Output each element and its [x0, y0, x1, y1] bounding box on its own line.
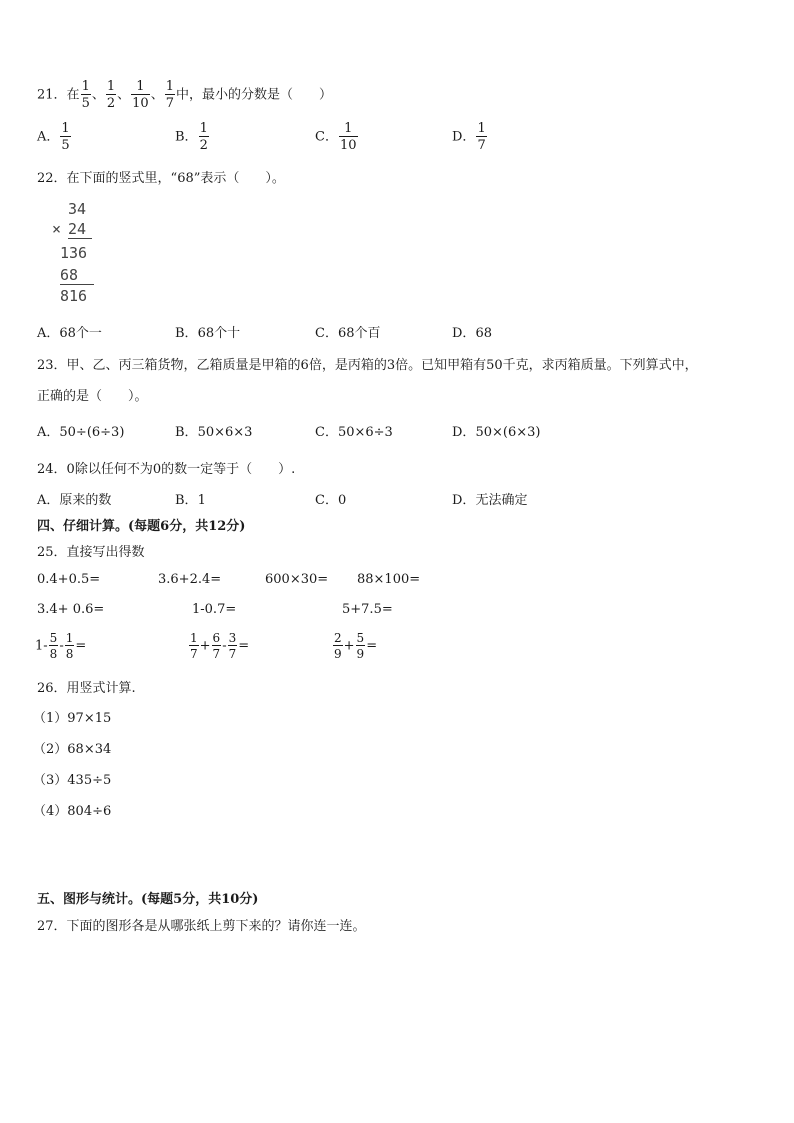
- fraction: $\frac{1}{10}$: [339, 121, 357, 153]
- calc-item: $\frac{1}{7}$ + $\frac{6}{7}$ - $\frac{3}{7}$ =: [190, 631, 250, 661]
- question-24: 24．0除以任何不为0的数一定等于（ ）.: [37, 462, 296, 477]
- calc-item: 5+7.5=: [342, 602, 393, 617]
- calc-item: 3.6+2.4=: [158, 572, 222, 587]
- option-d[interactable]: D． $\frac{1}{7}$: [452, 121, 486, 153]
- option-a[interactable]: A．68个一: [37, 326, 102, 341]
- option-b[interactable]: B．1: [175, 493, 206, 508]
- fraction: $\frac{6}{7}$: [212, 631, 221, 661]
- fraction: $\frac{1}{8}$: [65, 631, 74, 661]
- fraction: $\frac{5}{9}$: [356, 631, 365, 661]
- option-a[interactable]: A． $\frac{1}{5}$: [37, 121, 70, 153]
- option-c[interactable]: C．0: [315, 493, 347, 508]
- question-27: 27．下面的图形各是从哪张纸上剪下来的？请你连一连。: [37, 919, 366, 934]
- fraction: $\frac{2}{9}$: [334, 631, 342, 661]
- calc-item: 600×30=: [265, 572, 329, 587]
- option-c[interactable]: C． $\frac{1}{10}$: [315, 121, 357, 153]
- calc-item: 1- $\frac{5}{8}$ - $\frac{1}{8}$ =: [35, 631, 87, 661]
- question-25: 25．直接写出得数: [37, 545, 145, 560]
- option-d[interactable]: D．50×(6×3): [452, 425, 541, 440]
- fraction: $\frac{1}{10}$: [132, 79, 149, 111]
- fraction: $\frac{1}{7}$: [165, 79, 174, 111]
- calc-item: $\frac{2}{9}$ + $\frac{5}{9}$ =: [334, 631, 378, 661]
- fraction: $\frac{1}{7}$: [477, 121, 486, 153]
- question-21: 21．在 $\frac{1}{5}$ 、 $\frac{1}{2}$ 、 $\frac{1}{10}$ 、 $\frac{1}{7}$ 中，最小的分数是（ ）: [37, 79, 333, 111]
- calc-item: （4）804÷6: [33, 804, 112, 819]
- option-b[interactable]: B．50×6×3: [175, 425, 253, 440]
- calc-item: （3）435÷5: [33, 773, 112, 788]
- fraction: $\frac{1}{2}$: [106, 79, 116, 111]
- calc-item: （2）68×34: [33, 742, 112, 757]
- section-4-title: 四、仔细计算。(每题6分，共12分): [37, 519, 246, 534]
- calc-item: 0.4+0.5=: [37, 572, 101, 587]
- option-b[interactable]: B． $\frac{1}{2}$: [175, 121, 208, 153]
- fraction: $\frac{5}{8}$: [49, 631, 58, 661]
- question-23-line1: 23．甲、乙、丙三箱货物，乙箱质量是甲箱的6倍，是丙箱的3倍。已知甲箱有50千克，求丙箱质量。下列算式中，: [37, 358, 698, 373]
- option-c[interactable]: C．68个百: [315, 326, 381, 341]
- option-c[interactable]: C．50×6÷3: [315, 425, 393, 440]
- calc-item: 88×100=: [357, 572, 421, 587]
- section-5-title: 五、图形与统计。(每题5分，共10分): [37, 892, 259, 907]
- option-d[interactable]: D．68: [452, 326, 492, 341]
- vertical-multiplication: 34 × 24 136 68 816: [52, 200, 112, 310]
- question-23-line2: 正确的是（ ）。: [37, 389, 148, 404]
- option-b[interactable]: B．68个十: [175, 326, 241, 341]
- question-26: 26．用竖式计算.: [37, 681, 136, 696]
- calc-item: 1-0.7=: [192, 602, 237, 617]
- fraction: $\frac{1}{5}$: [61, 121, 70, 153]
- fraction: $\frac{1}{5}$: [81, 79, 90, 111]
- fraction: $\frac{3}{7}$: [228, 631, 237, 661]
- calc-item: 3.4+ 0.6=: [37, 602, 105, 617]
- question-22: 22．在下面的竖式里，“68”表示（ ）。: [37, 171, 285, 186]
- fraction: $\frac{1}{7}$: [190, 631, 198, 661]
- option-a[interactable]: A．50÷(6÷3): [37, 425, 125, 440]
- fraction: $\frac{1}{2}$: [199, 121, 208, 153]
- option-d[interactable]: D．无法确定: [452, 493, 528, 508]
- calc-item: （1）97×15: [33, 711, 112, 726]
- option-a[interactable]: A．原来的数: [37, 493, 112, 508]
- question-number: 21．: [37, 87, 67, 103]
